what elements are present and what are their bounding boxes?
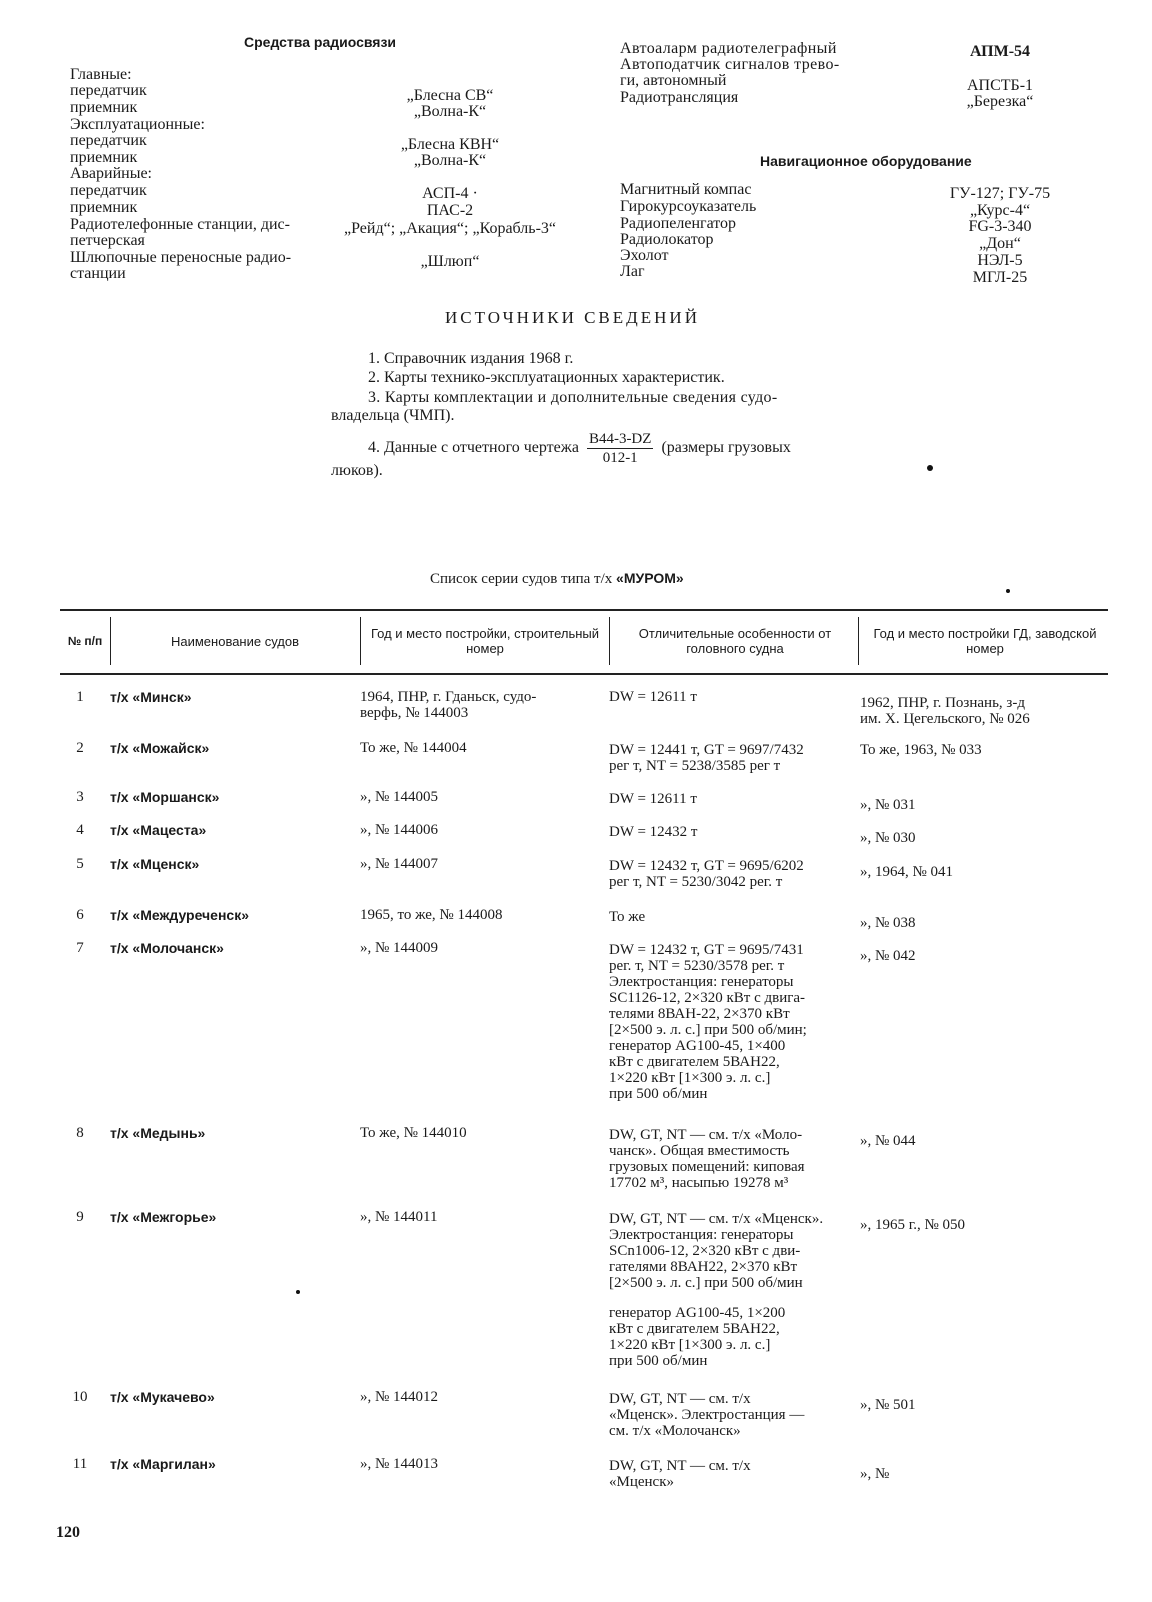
page-number: 120 [56, 1524, 80, 1541]
engine-info: 1962, ПНР, г. Познань, з-д им. Х. Цегельского, № 026 [860, 695, 1030, 727]
build-info: То же, № 144010 [360, 1125, 467, 1141]
radio-row-label: передатчик [70, 82, 147, 99]
nav-row-value: НЭЛ-5 [977, 252, 1023, 269]
row-number: 10 [72, 1389, 88, 1405]
row-number: 2 [76, 740, 84, 756]
ship-name: т/х «Мукачево» [110, 1389, 215, 1405]
drawing-number-denominator: 012-1 [602, 450, 638, 466]
row-number: 11 [72, 1456, 88, 1472]
radio-row-value: „Волна-К“ [413, 103, 487, 120]
build-info: », № 144012 [360, 1389, 439, 1405]
distinctive-features: DW, GT, NT — см. т/х «Мценск». Электростанция: генераторы SCn1006-12, 2×320 кВт с дви- гателями 8ВАН22, 2×370 кВт [2×500 э. л. с.] при 500 об/мин [609, 1211, 824, 1291]
radio-row-value: „Шлюп“ [420, 253, 480, 270]
nav-row-label: Радиолокатор [620, 231, 714, 248]
drawing-number-numerator: B44-3-DZ [588, 431, 652, 447]
alarm-row-value: АПМ-54 [969, 43, 1031, 60]
engine-info: », № 038 [860, 915, 916, 931]
list-caption-text: Список серии судов типа т/х [430, 571, 617, 587]
row-number: 4 [76, 822, 84, 838]
ship-name: т/х «Мценск» [110, 856, 200, 872]
engine-info: », № 031 [860, 797, 916, 813]
alarm-row-value: АПСТБ-1 [966, 77, 1034, 94]
nav-row-label: Гирокурсоуказатель [620, 198, 757, 215]
table-col-divider [110, 617, 111, 665]
engine-info: », № 501 [860, 1397, 916, 1413]
row-number: 7 [76, 940, 84, 956]
engine-info: », 1965 г., № 050 [860, 1217, 966, 1233]
radio-row-label: петчерская [70, 232, 145, 249]
nav-row-label: Радиопеленгатор [620, 215, 737, 232]
source-item-3b: владельца (ЧМП). [331, 407, 455, 424]
build-info: 1965, то же, № 144008 [360, 907, 503, 923]
radio-row-label: Аварийные: [70, 165, 152, 182]
row-number: 3 [76, 789, 84, 805]
radio-row-label: Главные: [70, 66, 132, 83]
nav-row-value: „Дон“ [979, 235, 1021, 252]
source-item-4 [368, 430, 791, 467]
engine-info: », № 042 [860, 948, 916, 964]
table-col-divider [858, 617, 859, 665]
alarm-row-label: ги, автономный [620, 72, 727, 89]
radio-row-label: Радиотелефонные станции, дис- [70, 216, 290, 233]
alarm-row-label: Автоаларм радиотелеграфный [620, 40, 837, 57]
speck-mark [927, 465, 933, 471]
ship-name: т/х «Минск» [110, 689, 192, 705]
engine-info: То же, 1963, № 033 [860, 742, 982, 758]
ship-name: т/х «Молочанск» [110, 940, 224, 956]
header-name: Наименование судов [170, 633, 300, 649]
radio-row-label: передатчик [70, 132, 147, 149]
build-info: », № 144009 [360, 940, 439, 956]
build-info: », № 144006 [360, 822, 439, 838]
nav-row-value: ГУ-127; ГУ-75 [949, 185, 1051, 202]
radio-row-label: Шлюпочные переносные радио- [70, 249, 292, 266]
table-col-divider [609, 617, 610, 665]
radio-row-value: „Рейд“; „Акация“; „Корабль-3“ [344, 220, 556, 237]
nav-row-value: „Курс-4“ [969, 202, 1031, 219]
ship-name: т/х «Моршанск» [110, 789, 220, 805]
radio-row-label: приемник [70, 149, 138, 166]
engine-info: », № 030 [860, 830, 916, 846]
row-number: 1 [76, 689, 84, 705]
header-num: № п/п [67, 633, 103, 648]
header-features: Отличительные особенности от головного судна [638, 626, 832, 656]
radio-row-label: приемник [70, 199, 138, 216]
radio-row-value: ПАС-2 [426, 202, 474, 219]
engine-info: », № 044 [860, 1133, 916, 1149]
drawing-number-fraction [587, 430, 654, 467]
sources-title: ИСТОЧНИКИ СВЕДЕНИЙ [445, 308, 700, 327]
nav-row-value: FG-3-340 [968, 218, 1032, 235]
nav-row-label: Лаг [620, 263, 645, 280]
speck-mark [1006, 589, 1010, 593]
table-header-rule [60, 673, 1108, 675]
build-info: », № 144007 [360, 856, 439, 872]
distinctive-features: DW = 12611 т [609, 791, 697, 807]
row-number: 8 [76, 1125, 84, 1141]
source-item-2: 2. Карты технико-эксплуатационных характеристик. [368, 369, 725, 386]
radio-row-label: Эксплуатационные: [70, 116, 205, 133]
distinctive-features: То же [609, 909, 646, 925]
alarm-row-label: Автоподатчик сигналов трево- [620, 56, 840, 73]
engine-info: », № [860, 1466, 890, 1482]
radio-section-title: Средства радиосвязи [244, 34, 397, 50]
source-item-3a: 3. Карты комплектации и дополнительные сведения судо- [368, 389, 778, 406]
radio-row-value: „Блесна СВ“ [406, 87, 494, 104]
ship-name: т/х «Междуреченск» [110, 907, 249, 923]
distinctive-features: DW = 12611 т [609, 689, 697, 705]
header-built: Год и место постройки, строительный номер [370, 626, 600, 656]
ship-name: т/х «Медынь» [110, 1125, 206, 1141]
build-info: То же, № 144004 [360, 740, 467, 756]
row-number: 9 [76, 1209, 84, 1225]
ship-name: т/х «Маргилан» [110, 1456, 216, 1472]
distinctive-features: DW = 12441 т, GT = 9697/7432 рег т, NT = 5238/3585 рег т [609, 742, 804, 774]
distinctive-features: DW = 12432 т, GT = 9695/7431 рег. т, NT = 5230/3578 рег. т Электростанция: генераторы SC1126-12, 2×320 кВт с двига- телями 8ВАН-22, 2×370 кВт [2×500 э. л. с.] при 500 об/мин; генератор AG100-45, 1×400 кВт с двигателем 5ВАН22, 1×220 кВт [1×300 э. л. с.] при 500 об/мин [609, 942, 807, 1102]
distinctive-features-cont: генератор AG100-45, 1×200 кВт с двигателем 5ВАН22, 1×220 кВт [1×300 э. л. с.] при 500 об/мин [609, 1305, 786, 1369]
radio-row-value: „Блесна КВН“ [400, 136, 500, 153]
distinctive-features: DW = 12432 т [609, 824, 698, 840]
radio-row-label: приемник [70, 99, 138, 116]
distinctive-features: DW = 12432 т, GT = 9695/6202 рег т, NT = 5230/3042 рег. т [609, 858, 804, 890]
row-number: 6 [76, 907, 84, 923]
radio-row-value: АСП-4 · [422, 185, 478, 202]
build-info: », № 144005 [360, 789, 439, 805]
table-col-divider [360, 617, 361, 665]
source-item-4-prefix: 4. Данные с отчетного чертежа [368, 439, 579, 457]
radio-row-label: станции [70, 265, 126, 282]
engine-info: », 1964, № 041 [860, 864, 954, 880]
source-item-4-suffix: (размеры грузовых [661, 439, 791, 457]
table-top-rule [60, 609, 1108, 611]
nav-row-label: Магнитный компас [620, 181, 752, 198]
source-item-4b: люков). [331, 462, 383, 479]
distinctive-features: DW, GT, NT — см. т/х «Моло- чанск». Общая вместимость грузовых помещений: киповая 17702 м³, насыпью 19278 м³ [609, 1127, 805, 1191]
alarm-row-label: Радиотрансляция [620, 89, 739, 106]
radio-row-value: „Волна-К“ [413, 152, 487, 169]
nav-row-value: МГЛ-25 [972, 269, 1028, 286]
build-info: », № 144011 [360, 1209, 438, 1225]
source-item-1: 1. Справочник издания 1968 г. [368, 350, 574, 367]
distinctive-features: DW, GT, NT — см. т/х «Мценск». Электростанция — см. т/х «Молочанск» [609, 1391, 805, 1439]
nav-section-title: Навигационное оборудование [760, 153, 972, 169]
build-info: », № 144013 [360, 1456, 439, 1472]
list-caption [430, 569, 684, 588]
distinctive-features: DW, GT, NT — см. т/х «Мценск» [609, 1458, 751, 1490]
alarm-row-value: „Березка“ [966, 93, 1034, 110]
header-engine: Год и место постройки ГД, заводской номер [873, 626, 1097, 656]
ship-name: т/х «Мацеста» [110, 822, 207, 838]
radio-row-label: передатчик [70, 182, 147, 199]
nav-row-label: Эхолот [620, 247, 669, 264]
speck-mark [296, 1290, 300, 1294]
build-info: 1964, ПНР, г. Гданьск, судо- верфь, № 144003 [360, 689, 537, 721]
list-caption-ship: «МУРОМ» [616, 570, 684, 586]
row-number: 5 [76, 856, 84, 872]
ship-name: т/х «Межгорье» [110, 1209, 217, 1225]
ship-name: т/х «Можайск» [110, 740, 210, 756]
